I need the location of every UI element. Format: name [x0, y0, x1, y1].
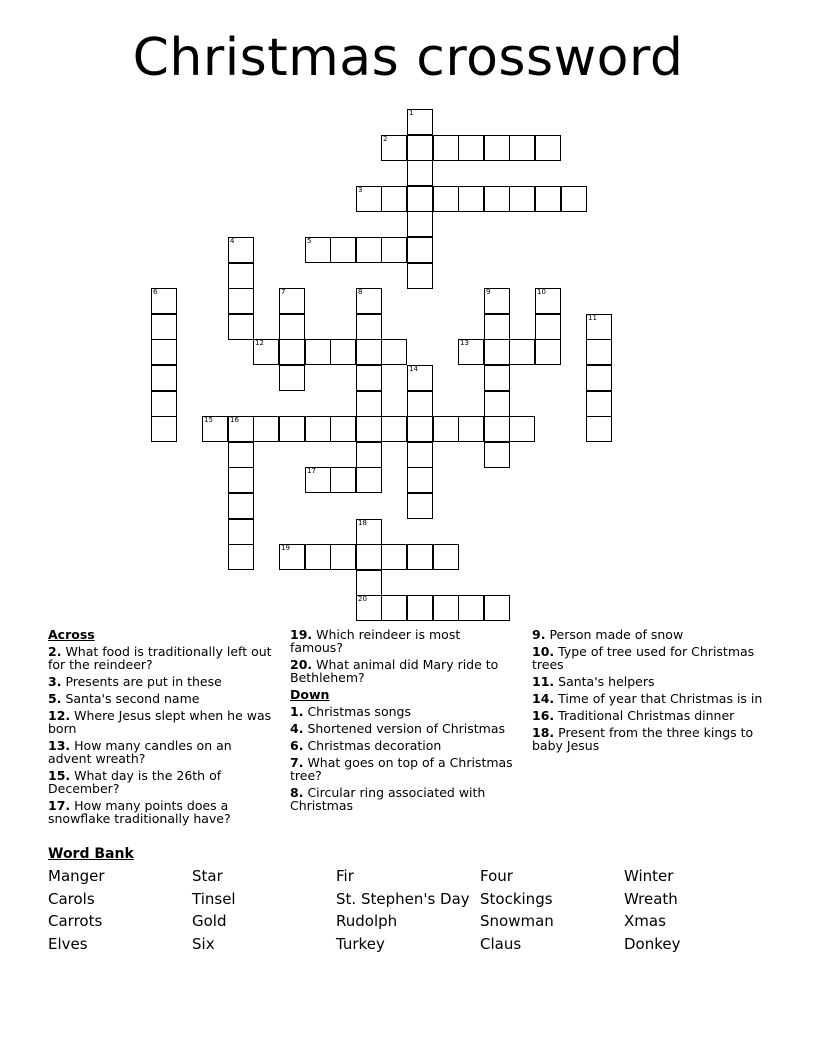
clue-number: 18	[358, 519, 367, 527]
crossword-cell[interactable]	[484, 314, 510, 340]
crossword-cell[interactable]	[458, 135, 484, 161]
clue-across-15: 15. What day is the 26th of December?	[48, 768, 222, 796]
crossword-cell[interactable]	[484, 135, 510, 161]
crossword-cell[interactable]	[407, 237, 433, 263]
crossword-cell[interactable]	[228, 442, 254, 468]
clue-number: 4	[230, 237, 235, 245]
crossword-cell[interactable]	[535, 314, 561, 340]
clue-across-3: 3. Presents are put in these	[48, 674, 222, 689]
crossword-cell[interactable]	[305, 339, 331, 365]
crossword-cell[interactable]	[509, 186, 535, 212]
crossword-cell[interactable]	[535, 339, 561, 365]
word-bank-item: Xmas	[624, 912, 666, 930]
crossword-cell[interactable]	[356, 339, 382, 365]
word-bank-item: Turkey	[336, 935, 385, 953]
crossword-cell[interactable]	[228, 263, 254, 289]
crossword-cell[interactable]	[356, 544, 382, 570]
clue-down-16: 16. Traditional Christmas dinner	[532, 708, 735, 723]
crossword-cell[interactable]	[381, 237, 407, 263]
crossword-cell[interactable]	[279, 314, 305, 340]
crossword-cell[interactable]	[356, 595, 382, 621]
word-bank-item: Carols	[48, 890, 95, 908]
clue-down-9: 9. Person made of snow	[532, 627, 684, 642]
clue-number: 17	[307, 467, 316, 475]
crossword-cell[interactable]	[228, 237, 254, 263]
clue-down-1: 1. Christmas songs	[290, 704, 411, 719]
clue-down-8: 8. Circular ring associated with Christmas	[290, 785, 486, 813]
word-bank-item: Star	[192, 867, 223, 885]
word-bank-item: Gold	[192, 912, 227, 930]
clue-down-4: 4. Shortened version of Christmas	[290, 721, 505, 736]
word-bank-item: Four	[480, 867, 513, 885]
crossword-cell[interactable]	[535, 186, 561, 212]
crossword-cell[interactable]	[279, 288, 305, 314]
crossword-cell[interactable]	[407, 467, 433, 493]
crossword-cell[interactable]	[356, 519, 382, 545]
crossword-cell[interactable]	[484, 339, 510, 365]
crossword-cell[interactable]	[433, 544, 459, 570]
clue-across-5: 5. Santa's second name	[48, 691, 200, 706]
crossword-cell[interactable]	[356, 314, 382, 340]
crossword-cell[interactable]	[381, 186, 407, 212]
clue-across-19: 19. Which reindeer is most famous?	[290, 627, 461, 655]
word-bank-item: Snowman	[480, 912, 554, 930]
crossword-cell[interactable]	[381, 339, 407, 365]
word-bank-item: Claus	[480, 935, 522, 953]
clue-number: 15	[204, 416, 213, 424]
word-bank-item: Fir	[336, 867, 354, 885]
crossword-cell[interactable]	[458, 416, 484, 442]
crossword-cell[interactable]	[330, 544, 356, 570]
word-bank-item: Tinsel	[192, 890, 236, 908]
crossword-cell[interactable]	[535, 135, 561, 161]
clue-down-10: 10. Type of tree used for Christmas trees	[532, 644, 755, 672]
crossword-cell[interactable]	[407, 135, 433, 161]
clue-down-14: 14. Time of year that Christmas is in	[532, 691, 763, 706]
crossword-cell[interactable]	[228, 519, 254, 545]
crossword-cell[interactable]	[202, 416, 228, 442]
clue-across-2: 2. What food is traditionally left out for the reindeer?	[48, 644, 272, 672]
crossword-cell[interactable]	[356, 416, 382, 442]
crossword-cell[interactable]	[586, 339, 612, 365]
crossword-cell[interactable]	[407, 160, 433, 186]
word-bank-item: Elves	[48, 935, 88, 953]
crossword-cell[interactable]	[381, 595, 407, 621]
crossword-cell[interactable]	[407, 186, 433, 212]
clue-across-20: 20. What animal did Mary ride to Bethlehem?	[290, 657, 499, 685]
crossword-cell[interactable]	[535, 288, 561, 314]
crossword-cell[interactable]	[305, 467, 331, 493]
clue-number: 11	[588, 314, 597, 322]
crossword-cell[interactable]	[305, 416, 331, 442]
clue-column-1	[48, 628, 273, 829]
clue-number: 9	[486, 288, 491, 296]
crossword-cell[interactable]	[586, 365, 612, 391]
word-bank-item: Six	[192, 935, 215, 953]
crossword-cell[interactable]	[279, 365, 305, 391]
crossword-cell[interactable]	[433, 416, 459, 442]
crossword-cell[interactable]	[407, 544, 433, 570]
clue-number: 12	[255, 339, 264, 347]
clue-column-2	[290, 628, 515, 816]
across-heading: Across	[48, 627, 95, 642]
word-bank-item: Donkey	[624, 935, 681, 953]
clue-number: 10	[537, 288, 546, 296]
crossword-cell[interactable]	[356, 442, 382, 468]
crossword-cell[interactable]	[407, 416, 433, 442]
crossword-cell[interactable]	[509, 339, 535, 365]
clue-number: 7	[281, 288, 286, 296]
crossword-cell[interactable]	[253, 339, 279, 365]
word-bank-title: Word Bank	[48, 846, 134, 862]
crossword-cell[interactable]	[279, 416, 305, 442]
crossword-cell[interactable]	[151, 339, 177, 365]
word-bank-item: Winter	[624, 867, 674, 885]
word-bank-item: Wreath	[624, 890, 678, 908]
crossword-cell[interactable]	[228, 467, 254, 493]
crossword-cell[interactable]	[561, 186, 587, 212]
crossword-cell[interactable]	[151, 314, 177, 340]
crossword-cell[interactable]	[279, 339, 305, 365]
crossword-cell[interactable]	[407, 391, 433, 417]
clue-number: 14	[409, 365, 418, 373]
crossword-cell[interactable]	[484, 391, 510, 417]
crossword-cell[interactable]	[356, 186, 382, 212]
crossword-cell[interactable]	[356, 237, 382, 263]
crossword-cell[interactable]	[228, 416, 254, 442]
crossword-cell[interactable]	[433, 595, 459, 621]
clue-number: 8	[358, 288, 363, 296]
crossword-cell[interactable]	[151, 416, 177, 442]
crossword-cell[interactable]	[407, 109, 433, 135]
clue-number: 1	[409, 109, 414, 117]
crossword-cell[interactable]	[356, 288, 382, 314]
clue-down-6: 6. Christmas decoration	[290, 738, 442, 753]
clue-down-11: 11. Santa's helpers	[532, 674, 655, 689]
crossword-cell[interactable]	[381, 544, 407, 570]
crossword-cell[interactable]	[458, 339, 484, 365]
clue-across-12: 12. Where Jesus slept when he was born	[48, 708, 272, 736]
clue-number: 16	[230, 416, 239, 424]
crossword-cell[interactable]	[509, 135, 535, 161]
word-bank-item: Manger	[48, 867, 105, 885]
crossword-cell[interactable]	[151, 288, 177, 314]
crossword-cell[interactable]	[458, 595, 484, 621]
clue-number: 2	[383, 135, 388, 143]
crossword-cell[interactable]	[151, 365, 177, 391]
word-bank-item: Stockings	[480, 890, 553, 908]
crossword-cell[interactable]	[253, 416, 279, 442]
crossword-cell[interactable]	[228, 314, 254, 340]
page-title: Christmas crossword	[132, 28, 684, 88]
crossword-cell[interactable]	[484, 595, 510, 621]
crossword-cell[interactable]	[484, 288, 510, 314]
crossword-cell[interactable]	[330, 339, 356, 365]
down-heading: Down	[290, 687, 330, 702]
crossword-cell[interactable]	[381, 416, 407, 442]
clue-number: 5	[307, 237, 312, 245]
crossword-cell[interactable]	[356, 570, 382, 596]
clue-number: 20	[358, 595, 367, 603]
word-bank-item: Carrots	[48, 912, 103, 930]
clue-down-7: 7. What goes on top of a Christmas tree?	[290, 755, 513, 783]
crossword-cell[interactable]	[407, 211, 433, 237]
clue-number: 19	[281, 544, 290, 552]
crossword-cell[interactable]	[586, 416, 612, 442]
crossword-cell[interactable]	[356, 365, 382, 391]
crossword-cell[interactable]	[305, 544, 331, 570]
crossword-cell[interactable]	[228, 288, 254, 314]
word-bank-item: Rudolph	[336, 912, 398, 930]
crossword-cell[interactable]	[484, 365, 510, 391]
crossword-cell[interactable]	[305, 237, 331, 263]
crossword-cell[interactable]	[330, 416, 356, 442]
crossword-cell[interactable]	[407, 365, 433, 391]
crossword-cell[interactable]	[407, 442, 433, 468]
crossword-cell[interactable]	[586, 391, 612, 417]
clue-down-18: 18. Present from the three kings to baby Jesus	[532, 725, 754, 753]
crossword-cell[interactable]	[407, 595, 433, 621]
crossword-cell[interactable]	[407, 493, 433, 519]
crossword-cell[interactable]	[381, 135, 407, 161]
word-bank-item: St. Stephen's Day	[336, 890, 470, 908]
crossword-cell[interactable]	[484, 442, 510, 468]
crossword-cell[interactable]	[330, 467, 356, 493]
clue-number: 3	[358, 186, 363, 194]
crossword-cell[interactable]	[458, 186, 484, 212]
clue-across-13: 13. How many candles on an advent wreath?	[48, 738, 232, 766]
clue-number: 6	[153, 288, 158, 296]
crossword-cell[interactable]	[151, 391, 177, 417]
clue-column-3	[532, 628, 767, 756]
crossword-cell[interactable]	[356, 467, 382, 493]
crossword-cell[interactable]	[484, 416, 510, 442]
crossword-cell[interactable]	[279, 544, 305, 570]
crossword-cell[interactable]	[433, 186, 459, 212]
clue-number: 13	[460, 339, 469, 347]
crossword-cell[interactable]	[509, 416, 535, 442]
crossword-cell[interactable]	[484, 186, 510, 212]
clue-across-17: 17. How many points does a snowflake traditionally have?	[48, 798, 231, 826]
crossword-cell[interactable]	[228, 493, 254, 519]
crossword-cell[interactable]	[330, 237, 356, 263]
crossword-cell[interactable]	[433, 135, 459, 161]
crossword-cell[interactable]	[586, 314, 612, 340]
crossword-cell[interactable]	[356, 391, 382, 417]
crossword-cell[interactable]	[228, 544, 254, 570]
crossword-cell[interactable]	[407, 263, 433, 289]
